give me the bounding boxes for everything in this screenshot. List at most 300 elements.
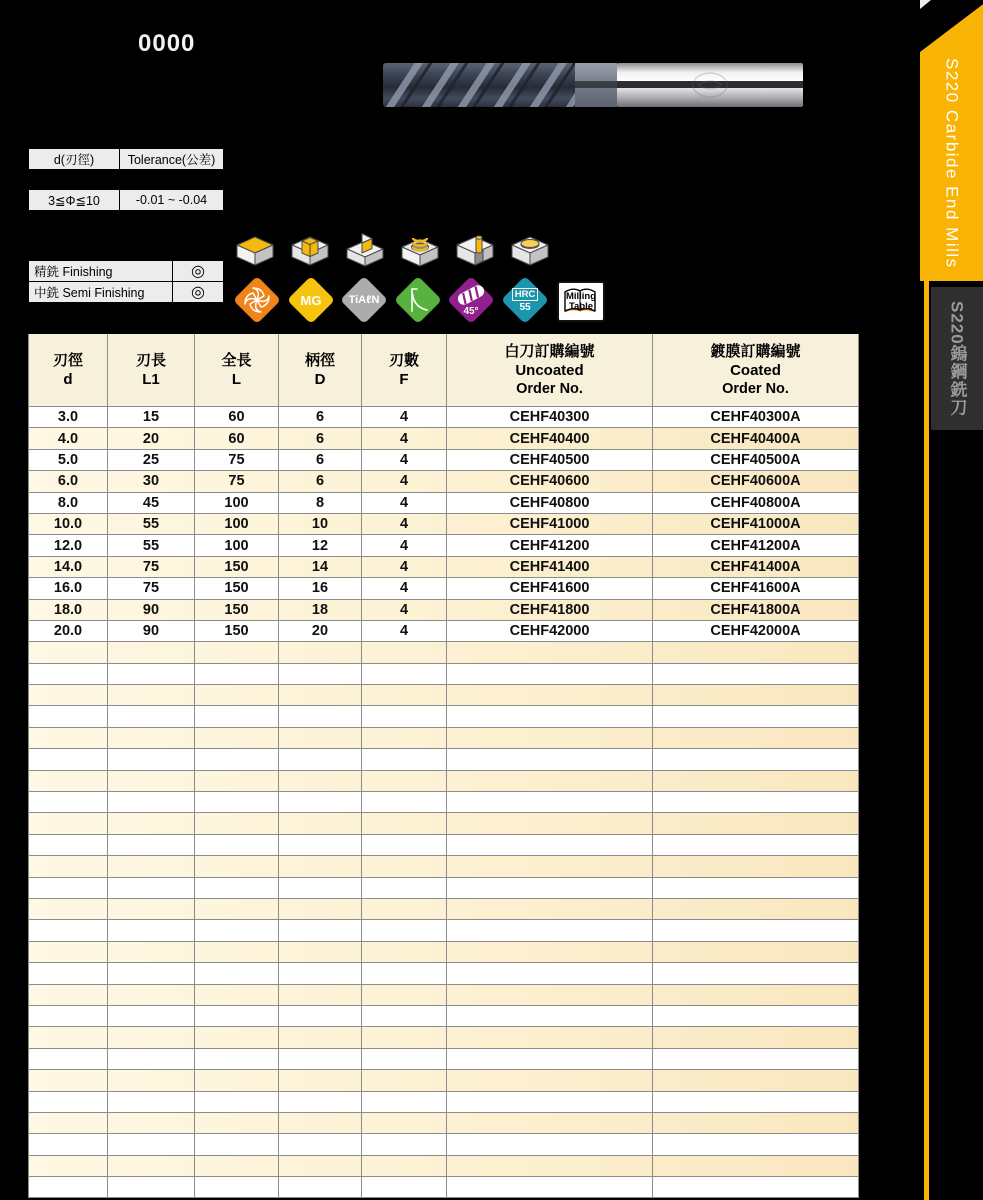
spec-table-row xyxy=(29,407,859,428)
spec-table-empty-cell xyxy=(108,1027,195,1048)
spec-table-empty-cell xyxy=(653,749,859,770)
col-header-coated: 鍍膜訂購編號 Coated Order No. xyxy=(653,332,859,407)
spec-table-cell: 90 xyxy=(108,620,195,641)
spec-table-cell: CEHF41800A xyxy=(653,599,859,620)
spec-table-empty-cell xyxy=(447,856,653,877)
pocket-milling-icon xyxy=(507,231,553,268)
spec-table-row xyxy=(29,471,859,492)
spec-table-empty-cell xyxy=(447,1070,653,1091)
spec-table-empty-cell xyxy=(362,663,447,684)
spec-table-empty-cell xyxy=(447,877,653,898)
spec-table-empty-cell xyxy=(29,1155,108,1176)
spec-table-empty-cell xyxy=(447,685,653,706)
spec-table-cell: 10.0 xyxy=(29,513,108,534)
spec-table-cell: 25 xyxy=(108,449,195,470)
spec-table-row xyxy=(29,620,859,641)
spec-table-empty-cell xyxy=(279,1134,362,1155)
spec-table-empty-cell xyxy=(447,642,653,663)
spec-table-cell: 18.0 xyxy=(29,599,108,620)
spec-table-cell: 90 xyxy=(108,599,195,620)
spec-table-empty-cell xyxy=(29,1048,108,1069)
spec-table-cell: 8.0 xyxy=(29,492,108,513)
tolerance-value-table xyxy=(28,189,224,211)
spec-table-empty-cell xyxy=(195,1177,279,1198)
spec-table-cell: 4 xyxy=(362,599,447,620)
spec-table-cell: 75 xyxy=(108,556,195,577)
spec-table-empty-cell xyxy=(29,1177,108,1198)
spec-table-empty-cell xyxy=(447,727,653,748)
spec-table-cell: CEHF42000A xyxy=(653,620,859,641)
spec-table-empty-cell xyxy=(279,663,362,684)
spec-table-empty-row xyxy=(29,941,859,962)
spec-table-empty-cell xyxy=(108,941,195,962)
spec-table-empty-cell xyxy=(653,941,859,962)
milling-table-line1: Milling xyxy=(565,291,597,302)
spec-table-empty-cell xyxy=(108,1177,195,1198)
spec-table-row xyxy=(29,513,859,534)
spec-table-empty-cell xyxy=(447,941,653,962)
spec-table-cell: CEHF40600A xyxy=(653,471,859,492)
spec-table-empty-cell xyxy=(108,792,195,813)
spec-table-empty-cell xyxy=(362,792,447,813)
spec-table-empty-row xyxy=(29,1134,859,1155)
spec-table-empty-cell xyxy=(195,834,279,855)
spec-table-empty-row xyxy=(29,877,859,898)
profile-badge xyxy=(394,276,442,324)
spec-table-empty-cell xyxy=(195,642,279,663)
spec-table-empty-row xyxy=(29,792,859,813)
spec-table-cell: 4.0 xyxy=(29,428,108,449)
spec-table-empty-cell xyxy=(447,963,653,984)
spec-table-empty-cell xyxy=(279,749,362,770)
finishing-mark: ◎ xyxy=(173,261,224,282)
spec-table-cell: 10 xyxy=(279,513,362,534)
spec-table-empty-cell xyxy=(653,1155,859,1176)
spec-table-empty-row xyxy=(29,1048,859,1069)
spec-table-empty-row xyxy=(29,834,859,855)
spec-table-empty-cell xyxy=(108,963,195,984)
finishing-table xyxy=(28,260,224,303)
spec-table-empty-cell xyxy=(108,770,195,791)
page-title: 0000 xyxy=(138,30,196,57)
spec-table-empty-cell xyxy=(195,1005,279,1026)
spec-table-cell: 4 xyxy=(362,535,447,556)
spec-table-empty-cell xyxy=(29,685,108,706)
spec-table-empty-cell xyxy=(108,1155,195,1176)
spec-table-row xyxy=(29,578,859,599)
spec-table-empty-cell xyxy=(653,770,859,791)
spec-table-empty-cell xyxy=(279,834,362,855)
tolerance-value: -0.01 ~ -0.04 xyxy=(120,190,224,211)
spec-table-empty-cell xyxy=(108,920,195,941)
helix-flute-icon xyxy=(451,283,491,307)
spec-table-empty-cell xyxy=(108,1091,195,1112)
spec-table-empty-row xyxy=(29,749,859,770)
spec-table-empty-cell xyxy=(362,706,447,727)
spec-table-empty-cell xyxy=(108,1048,195,1069)
col-header-shank-d: 柄徑 D xyxy=(279,332,362,407)
spec-table-cell: 16 xyxy=(279,578,362,599)
spec-table-empty-row xyxy=(29,642,859,663)
spec-table-cell: 100 xyxy=(195,492,279,513)
spec-table-empty-cell xyxy=(447,984,653,1005)
spec-table-empty-cell xyxy=(653,1027,859,1048)
impeller-icon xyxy=(240,283,274,317)
spec-table-empty-row xyxy=(29,770,859,791)
spec-table-cell: 75 xyxy=(108,578,195,599)
spec-table-empty-cell xyxy=(447,1155,653,1176)
spec-table-empty-cell xyxy=(108,1070,195,1091)
spec-table-row xyxy=(29,556,859,577)
spec-table-empty-cell xyxy=(362,963,447,984)
drilling-icon xyxy=(452,231,498,268)
finishing-label: 中銑 Semi Finishing xyxy=(29,282,173,303)
spec-table-empty-cell xyxy=(108,834,195,855)
spec-table-cell: CEHF41800 xyxy=(447,599,653,620)
spec-table-empty-cell xyxy=(29,920,108,941)
spec-table-empty-cell xyxy=(653,1005,859,1026)
spec-table-empty-cell xyxy=(447,706,653,727)
spec-table-cell: 55 xyxy=(108,513,195,534)
spec-table-cell: 75 xyxy=(195,449,279,470)
spec-table-empty-cell xyxy=(279,856,362,877)
spec-table-empty-cell xyxy=(362,834,447,855)
spec-table-empty-cell xyxy=(108,706,195,727)
spec-table-empty-cell xyxy=(195,1091,279,1112)
spec-table-empty-cell xyxy=(29,898,108,919)
spec-table-empty-cell xyxy=(195,1027,279,1048)
hrc-label: HRC xyxy=(512,288,539,301)
helix-angle-label: 45° xyxy=(463,306,479,317)
spec-table-empty-cell xyxy=(279,1177,362,1198)
spec-table-cell: 6.0 xyxy=(29,471,108,492)
spec-table-cell: 8 xyxy=(279,492,362,513)
spec-table-empty-cell xyxy=(108,877,195,898)
spec-table-empty-cell xyxy=(29,1005,108,1026)
spec-table-empty-cell xyxy=(653,685,859,706)
spec-table-empty-cell xyxy=(362,898,447,919)
spec-table-empty-cell xyxy=(362,1027,447,1048)
spec-table-empty-row xyxy=(29,1091,859,1112)
spec-table-empty-cell xyxy=(29,706,108,727)
spec-table-empty-cell xyxy=(29,877,108,898)
sidebar-series-label: S220 Carbide End Mills xyxy=(942,57,962,269)
spec-table-empty-cell xyxy=(447,770,653,791)
spec-table-empty-cell xyxy=(195,1134,279,1155)
spec-table-empty-cell xyxy=(362,813,447,834)
spec-table-empty-cell xyxy=(279,770,362,791)
spec-table-empty-cell xyxy=(653,1048,859,1069)
spec-table-empty-cell xyxy=(108,856,195,877)
helical-milling-icon xyxy=(397,231,443,268)
spec-table-empty-cell xyxy=(653,1177,859,1198)
spec-table-cell: 18 xyxy=(279,599,362,620)
spec-table-empty-cell xyxy=(653,920,859,941)
spec-table-empty-cell xyxy=(279,813,362,834)
finishing-label: 精銑 Finishing xyxy=(29,261,173,282)
spec-table-empty-cell xyxy=(279,642,362,663)
milling-table-line2: Table xyxy=(568,300,594,312)
finishing-row xyxy=(29,261,224,282)
spec-table xyxy=(28,330,859,1198)
spec-table-empty-cell xyxy=(195,1155,279,1176)
spec-table-empty-cell xyxy=(29,663,108,684)
spec-table-empty-cell xyxy=(447,1027,653,1048)
tialn-coating-badge xyxy=(340,276,388,324)
spec-table-empty-cell xyxy=(279,984,362,1005)
spec-table-empty-cell xyxy=(447,898,653,919)
spec-table-empty-cell xyxy=(195,749,279,770)
spec-table-empty-cell xyxy=(195,813,279,834)
spec-table-cell: 12 xyxy=(279,535,362,556)
spec-table-empty-cell xyxy=(362,1070,447,1091)
spec-table-empty-row xyxy=(29,1027,859,1048)
spec-table-empty-cell xyxy=(108,685,195,706)
spec-table-cell: CEHF40800A xyxy=(653,492,859,513)
spec-table-empty-cell xyxy=(362,685,447,706)
spec-table-empty-cell xyxy=(447,1091,653,1112)
spec-table-cell: 100 xyxy=(195,513,279,534)
machining-operation-icons xyxy=(232,231,553,268)
spec-table-empty-cell xyxy=(108,1005,195,1026)
spec-table-cell: CEHF41400 xyxy=(447,556,653,577)
spec-table-empty-cell xyxy=(447,1005,653,1026)
spec-table-empty-cell xyxy=(362,920,447,941)
spec-table-cell: 150 xyxy=(195,599,279,620)
spec-table-empty-cell xyxy=(653,834,859,855)
spec-table-empty-cell xyxy=(195,963,279,984)
spec-table-empty-cell xyxy=(29,770,108,791)
spec-table-empty-cell xyxy=(279,1027,362,1048)
spec-table-empty-row xyxy=(29,920,859,941)
spec-table-empty-cell xyxy=(108,898,195,919)
spec-table-empty-row xyxy=(29,984,859,1005)
spec-table-empty-cell xyxy=(279,685,362,706)
spec-table-empty-cell xyxy=(279,920,362,941)
spec-table-cell: 4 xyxy=(362,449,447,470)
spec-table-cell: CEHF40500 xyxy=(447,449,653,470)
face-milling-icon xyxy=(232,231,278,268)
spec-table-cell: 100 xyxy=(195,535,279,556)
spec-table-empty-cell xyxy=(29,642,108,663)
spec-table-empty-cell xyxy=(195,1070,279,1091)
spec-table-empty-cell xyxy=(447,749,653,770)
spec-table-empty-cell xyxy=(195,941,279,962)
tialn-badge-label: TiAℓN xyxy=(348,293,380,306)
spec-table-empty-cell xyxy=(279,727,362,748)
corner-profile-icon xyxy=(401,283,435,317)
spec-table-empty-cell xyxy=(195,856,279,877)
spec-table-empty-cell xyxy=(108,813,195,834)
spec-table-empty-cell xyxy=(195,1048,279,1069)
spec-table-cell: 20.0 xyxy=(29,620,108,641)
spec-table-cell: CEHF41600A xyxy=(653,578,859,599)
spec-table-cell: 60 xyxy=(195,407,279,428)
spec-table-empty-cell xyxy=(362,1177,447,1198)
spec-table-empty-cell xyxy=(29,1027,108,1048)
spec-table-cell: 14 xyxy=(279,556,362,577)
spec-table-empty-cell xyxy=(447,663,653,684)
spec-table-cell: 150 xyxy=(195,620,279,641)
spec-table-empty-cell xyxy=(195,898,279,919)
spec-table-empty-cell xyxy=(653,877,859,898)
spec-table-empty-cell xyxy=(29,792,108,813)
spec-table-cell: CEHF41000 xyxy=(447,513,653,534)
spec-table-empty-row xyxy=(29,898,859,919)
spec-table-cell: CEHF41200 xyxy=(447,535,653,556)
spec-table-empty-cell xyxy=(29,963,108,984)
spec-table-empty-cell xyxy=(195,920,279,941)
spec-table-empty-cell xyxy=(447,920,653,941)
spec-table-empty-cell xyxy=(362,941,447,962)
spec-table-empty-cell xyxy=(447,1177,653,1198)
spec-table-cell: CEHF40400 xyxy=(447,428,653,449)
spec-table-cell: 4 xyxy=(362,428,447,449)
tolerance-col-d: d(刃徑) xyxy=(29,149,120,170)
spec-table-empty-cell xyxy=(195,727,279,748)
spec-table-cell: 4 xyxy=(362,620,447,641)
spec-table-empty-cell xyxy=(29,1112,108,1133)
col-header-l1: 刃長 L1 xyxy=(108,332,195,407)
spec-table-empty-cell xyxy=(362,856,447,877)
spec-table-empty-cell xyxy=(362,1134,447,1155)
spec-table-empty-cell xyxy=(653,1112,859,1133)
spec-table-empty-cell xyxy=(29,727,108,748)
spec-table-empty-cell xyxy=(279,1005,362,1026)
spec-table-cell: CEHF40600 xyxy=(447,471,653,492)
spec-table-empty-row xyxy=(29,1070,859,1091)
sidebar-series-tab-label: S220鎢鋼銑刀 xyxy=(947,300,967,417)
spec-table-cell: 4 xyxy=(362,513,447,534)
tolerance-header-table xyxy=(28,148,224,170)
spec-table-empty-cell xyxy=(29,749,108,770)
spec-table-empty-cell xyxy=(653,792,859,813)
page-corner-decoration xyxy=(920,0,931,9)
spec-table-cell: 20 xyxy=(279,620,362,641)
sidebar-yellow-strip xyxy=(924,279,929,1200)
spec-table-empty-row xyxy=(29,685,859,706)
spec-table-row xyxy=(29,599,859,620)
spec-table-empty-cell xyxy=(279,1091,362,1112)
spec-table-empty-cell xyxy=(447,792,653,813)
spec-table-empty-cell xyxy=(362,1112,447,1133)
spec-table-cell: 6 xyxy=(279,471,362,492)
spec-table-cell: 6 xyxy=(279,407,362,428)
spec-table-empty-cell xyxy=(653,856,859,877)
spec-table-empty-cell xyxy=(279,1048,362,1069)
spec-table-empty-cell xyxy=(653,1091,859,1112)
spec-table-empty-cell xyxy=(195,984,279,1005)
spec-table-cell: CEHF41200A xyxy=(653,535,859,556)
hrc-value: 55 xyxy=(519,301,531,313)
spec-table-cell: 30 xyxy=(108,471,195,492)
slotting-icon xyxy=(287,231,333,268)
side-milling-icon xyxy=(342,231,388,268)
spec-table-cell: CEHF41000A xyxy=(653,513,859,534)
spec-table-cell: CEHF40800 xyxy=(447,492,653,513)
spec-table-cell: 6 xyxy=(279,428,362,449)
spec-table-cell: 5.0 xyxy=(29,449,108,470)
spec-table-empty-cell xyxy=(653,706,859,727)
spec-table-empty-cell xyxy=(279,1112,362,1133)
spec-table-empty-cell xyxy=(653,663,859,684)
helix-45-badge xyxy=(447,276,495,324)
spec-table-cell: 150 xyxy=(195,556,279,577)
spec-table-empty-cell xyxy=(362,727,447,748)
spec-table-empty-cell xyxy=(279,706,362,727)
spec-table-empty-cell xyxy=(29,1134,108,1155)
spec-table-empty-row xyxy=(29,813,859,834)
spec-table-empty-row xyxy=(29,727,859,748)
spec-table-cell: 4 xyxy=(362,578,447,599)
spec-table-header-row xyxy=(29,332,859,407)
main-table-body xyxy=(29,407,859,1198)
spec-table-empty-cell xyxy=(447,1134,653,1155)
spec-table-cell: CEHF40300 xyxy=(447,407,653,428)
spec-table-empty-cell xyxy=(362,1091,447,1112)
spec-table-empty-cell xyxy=(29,941,108,962)
spec-table-empty-cell xyxy=(653,813,859,834)
spec-table-cell: 16.0 xyxy=(29,578,108,599)
spec-table-cell: 4 xyxy=(362,407,447,428)
spec-table-empty-cell xyxy=(29,856,108,877)
spec-table-empty-cell xyxy=(108,1112,195,1133)
spec-table-cell: 12.0 xyxy=(29,535,108,556)
endmill-product-photo xyxy=(380,58,805,112)
spec-table-empty-cell xyxy=(279,877,362,898)
spec-table-empty-cell xyxy=(195,792,279,813)
mg-badge-label: MG xyxy=(300,292,322,308)
spec-table-empty-cell xyxy=(362,749,447,770)
spec-table-empty-cell xyxy=(653,727,859,748)
spec-table-empty-cell xyxy=(653,898,859,919)
spec-table-empty-cell xyxy=(195,1112,279,1133)
finishing-row xyxy=(29,282,224,303)
spec-table-empty-cell xyxy=(653,1134,859,1155)
tolerance-col-tol: Tolerance(公差) xyxy=(120,149,224,170)
col-header-uncoated: 白刀訂購編號 Uncoated Order No. xyxy=(447,332,653,407)
spec-table-cell: 3.0 xyxy=(29,407,108,428)
spec-table-cell: 14.0 xyxy=(29,556,108,577)
col-header-l: 全長 L xyxy=(195,332,279,407)
spec-table-cell: 4 xyxy=(362,471,447,492)
spec-table-empty-cell xyxy=(108,749,195,770)
col-header-flutes: 刃數 F xyxy=(362,332,447,407)
spec-table-empty-cell xyxy=(195,877,279,898)
spec-table-empty-cell xyxy=(29,984,108,1005)
spec-table-empty-cell xyxy=(195,663,279,684)
impeller-badge xyxy=(233,276,281,324)
spec-table-empty-cell xyxy=(362,1155,447,1176)
spec-table-empty-row xyxy=(29,663,859,684)
spec-table-empty-cell xyxy=(653,1070,859,1091)
hrc-hardness-badge xyxy=(501,276,549,324)
spec-table-cell: CEHF42000 xyxy=(447,620,653,641)
spec-table-empty-cell xyxy=(362,642,447,663)
spec-table-empty-cell xyxy=(653,642,859,663)
spec-table-empty-cell xyxy=(108,642,195,663)
spec-table-empty-cell xyxy=(108,984,195,1005)
spec-table-empty-cell xyxy=(362,984,447,1005)
spec-table-cell: 4 xyxy=(362,492,447,513)
spec-table-empty-cell xyxy=(447,1048,653,1069)
spec-table-cell: 75 xyxy=(195,471,279,492)
spec-table-empty-cell xyxy=(108,727,195,748)
spec-table-row xyxy=(29,428,859,449)
spec-table-empty-cell xyxy=(279,1070,362,1091)
spec-table-empty-cell xyxy=(29,1091,108,1112)
spec-table-cell: CEHF41400A xyxy=(653,556,859,577)
